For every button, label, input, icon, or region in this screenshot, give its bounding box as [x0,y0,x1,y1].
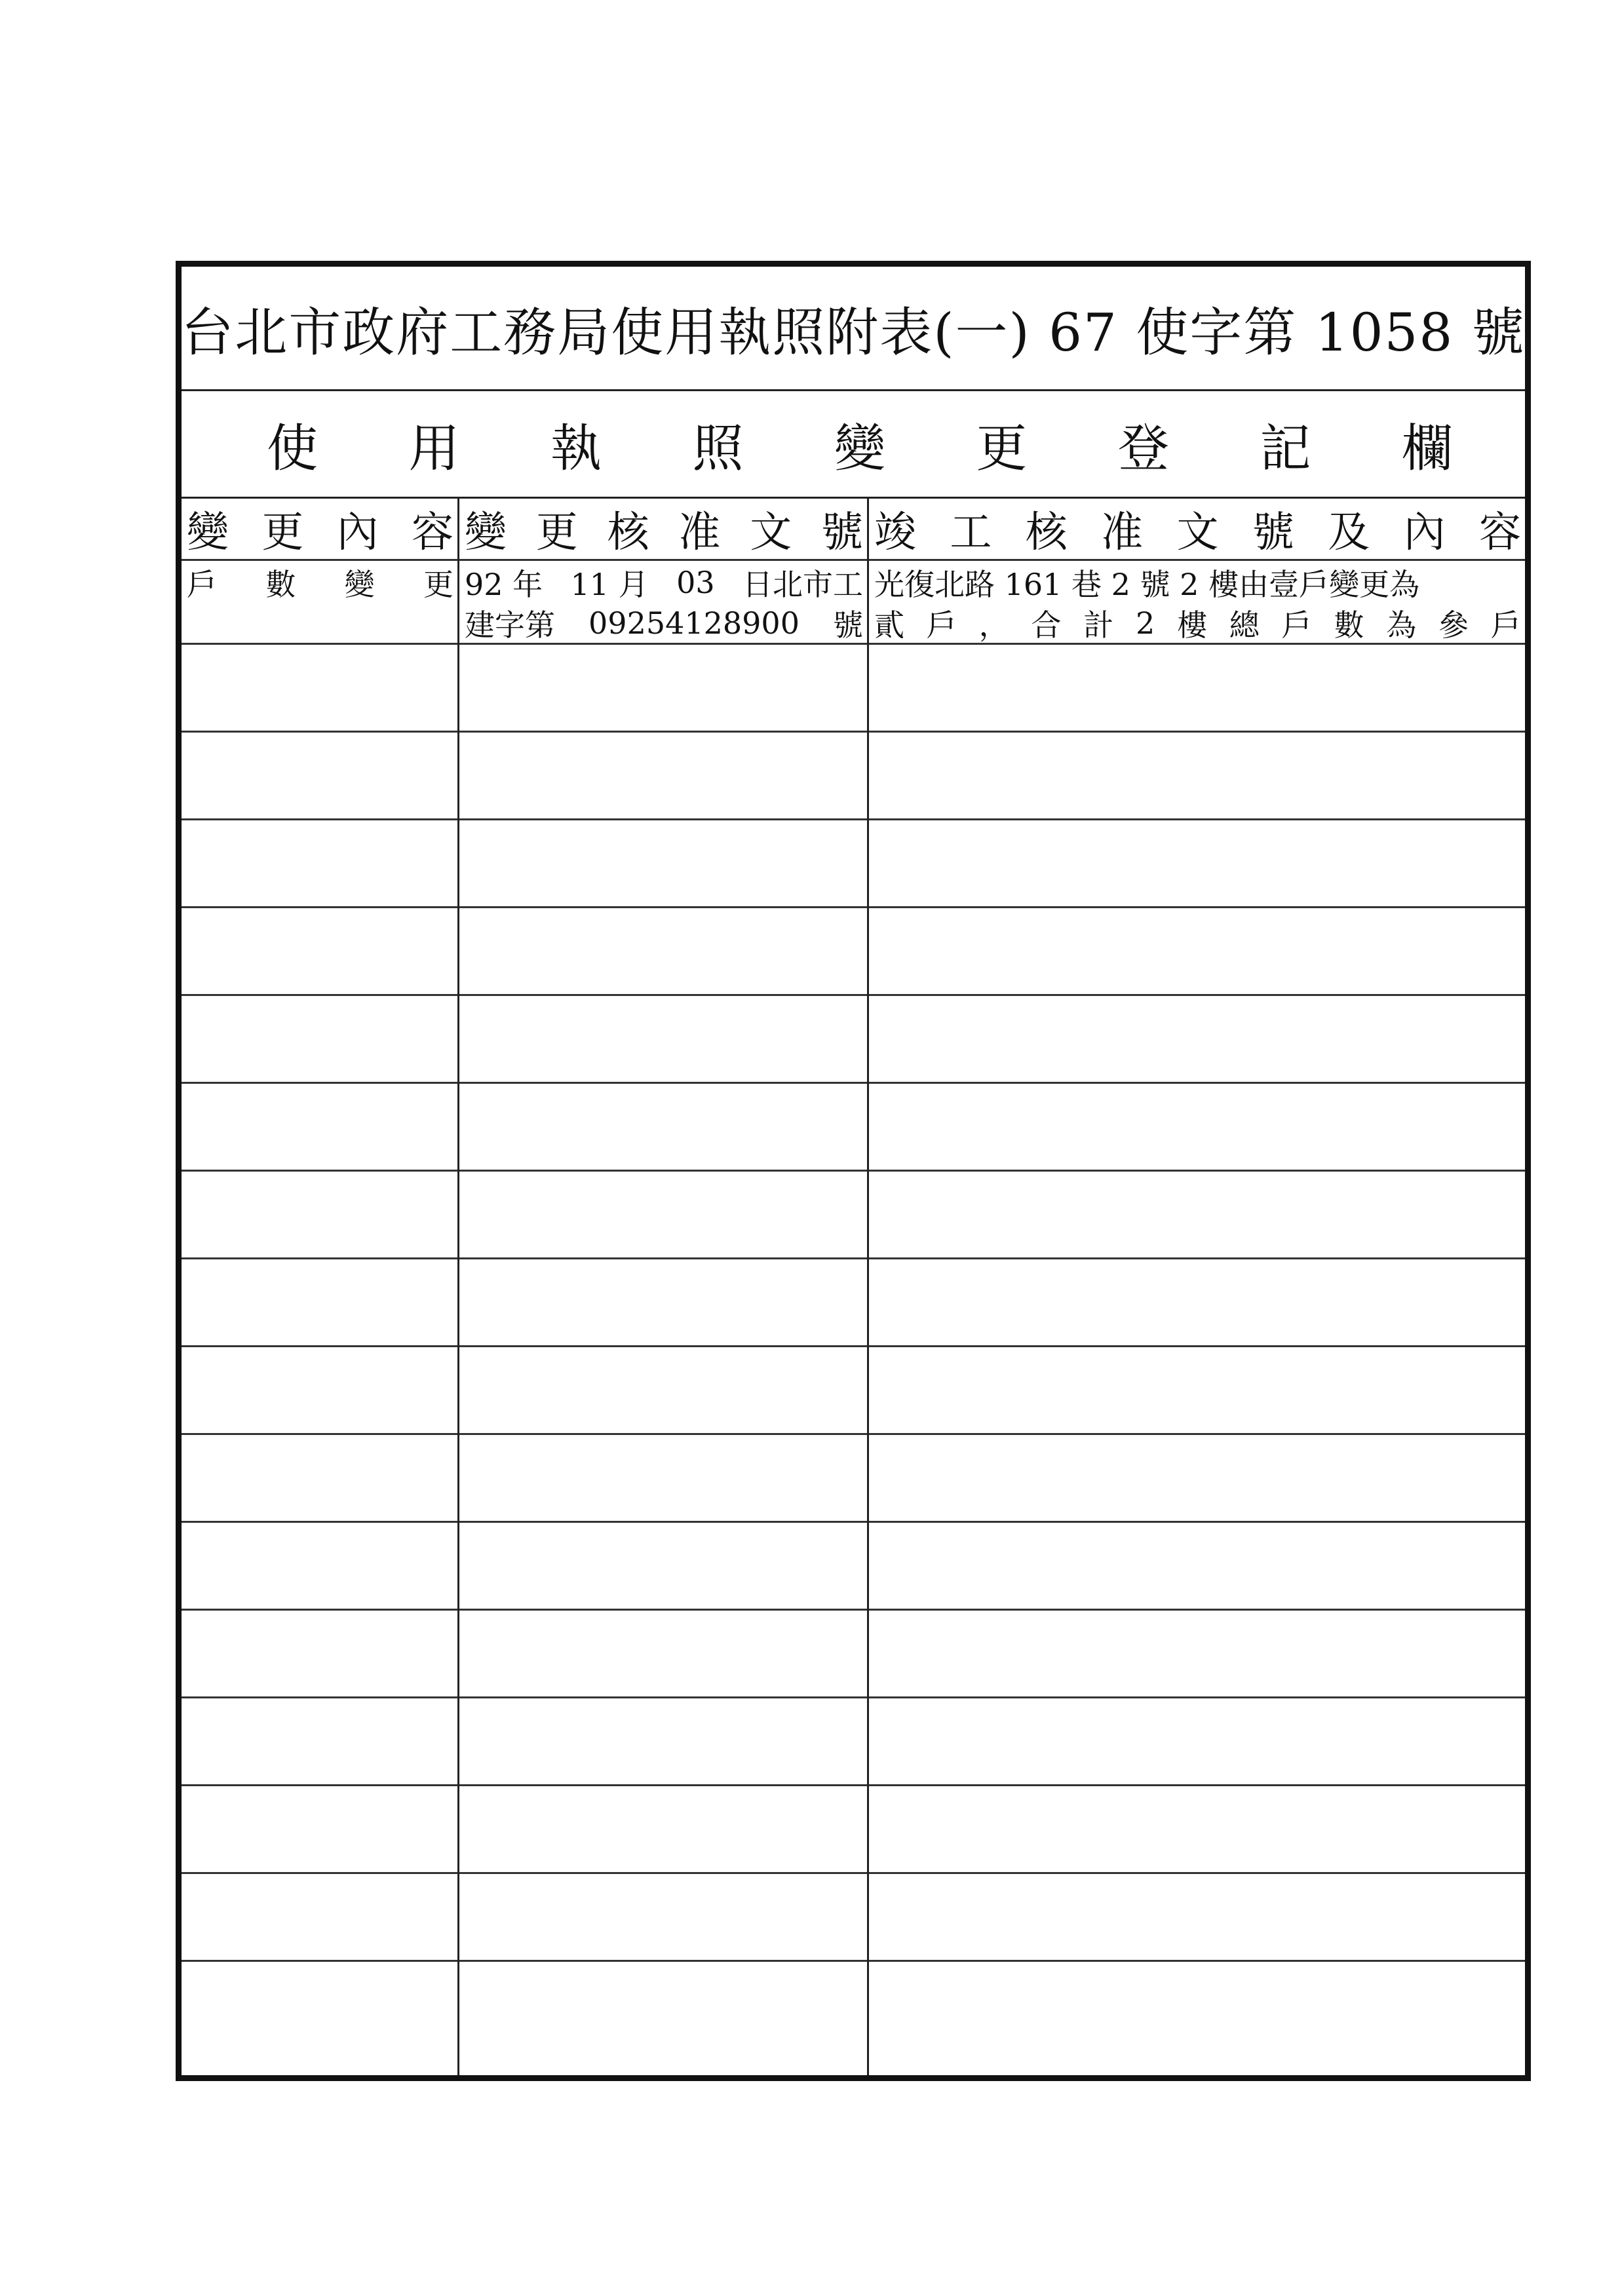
text-char: 合 [1031,607,1062,643]
cell-completion-details [869,1611,1525,1696]
header-char: 文 [1176,508,1219,557]
text-char: 戶 [926,607,957,643]
cell-approval-number [459,1874,867,1960]
header-char: 准 [1101,508,1144,557]
table-row [182,820,1525,908]
cell-change-content [182,1611,457,1696]
text-char: 數 [265,567,296,602]
cell-completion-details [869,996,1525,1082]
table-row [182,1435,1525,1523]
heading-char: 照 [692,419,744,478]
cell-approval-number [459,1962,867,2050]
table-row [182,1347,1525,1435]
table-row [182,733,1525,820]
heading-char: 使 [267,419,318,478]
text-line [869,603,1525,643]
cell-completion-details [869,1084,1525,1170]
table-row [182,1084,1525,1172]
text-char: 計 [1083,607,1114,643]
cell-change-content [182,733,457,818]
text-char: 變 [344,567,375,602]
text-segment: 11 月 [570,567,649,602]
header-approval-number [459,499,867,559]
text-segment: 建字第 [465,607,555,643]
text-char: 戶 [1490,607,1521,643]
header-char: 變 [465,508,507,557]
cell-change-content [182,1698,457,1784]
cell-change-content [182,996,457,1082]
text-char: 貳 [874,607,904,643]
cell-approval-number [459,996,867,1082]
heading-char: 用 [408,419,460,478]
cell-change-content [182,1084,457,1170]
header-char: 更 [261,508,304,557]
text-char: ， [978,607,1009,643]
cell-approval-number [459,1435,867,1521]
table-row [182,1962,1525,2050]
header-char: 容 [1479,508,1521,557]
table-row [182,996,1525,1084]
cell-change-content [182,1874,457,1960]
heading-char: 欄 [1401,419,1453,478]
cell-completion-details [869,908,1525,994]
cell-change-content [182,820,457,906]
cell-completion-details [869,645,1525,731]
header-char: 竣 [874,508,916,557]
table-row [182,908,1525,996]
cell-change-content [182,908,457,994]
table-row [182,1786,1525,1874]
text-segment: 光復北路 161 巷 2 號 2 樓由壹戶變更為 [874,567,1420,602]
cell-approval-number [459,1786,867,1872]
text-line [459,562,867,603]
text-segment: 號 [833,607,863,643]
cell-approval-number [459,1611,867,1696]
registration-table [182,499,1525,2075]
header-change-content [182,499,457,559]
heading-char: 登 [1117,419,1169,478]
cell-completion-details [869,561,1525,643]
header-char: 內 [336,508,379,557]
table-row [182,1523,1525,1611]
header-char: 號 [820,508,863,557]
cell-completion-details [869,1259,1525,1345]
header-char: 容 [411,508,453,557]
cell-approval-number [459,1172,867,1257]
cell-completion-details [869,733,1525,818]
header-char: 及 [1328,508,1370,557]
cell-approval-number [459,733,867,818]
text-char: 2 [1135,605,1155,641]
header-char: 更 [535,508,578,557]
cell-completion-details [869,1786,1525,1872]
cell-change-content [182,645,457,731]
cell-change-content [182,1786,457,1872]
cell-approval-number [459,820,867,906]
cell-completion-details [869,1172,1525,1257]
header-completion-details [869,499,1525,559]
header-char: 准 [678,508,721,557]
text-char: 戶 [187,567,217,602]
text-segment: 09254128900 [588,605,800,641]
table-row [182,1172,1525,1259]
section-heading [182,391,1525,499]
cell-approval-number [459,1347,867,1433]
cell-change-content [182,1172,457,1257]
cell-approval-number [459,561,867,643]
cell-change-content [182,1962,457,2050]
form-title [182,267,1525,391]
cell-change-content [182,1435,457,1521]
table-row [182,1698,1525,1786]
text-line [869,562,1525,603]
cell-change-content [182,1259,457,1345]
text-char: 為 [1386,607,1417,643]
header-char: 核 [607,508,649,557]
heading-char: 記 [1260,419,1311,478]
text-char: 戶 [1281,607,1312,643]
cell-approval-number [459,1698,867,1784]
table-row [182,561,1525,645]
text-char: 更 [423,567,453,602]
text-line [182,562,457,603]
header-char: 內 [1403,508,1446,557]
table-row [182,645,1525,733]
text-char: 數 [1334,607,1364,643]
cell-approval-number [459,908,867,994]
heading-char: 更 [976,419,1028,478]
cell-change-content [182,1523,457,1609]
cell-approval-number [459,1084,867,1170]
cell-completion-details [869,1962,1525,2050]
cell-completion-details [869,1347,1525,1433]
text-char: 總 [1229,607,1260,643]
usage-permit-form [176,261,1531,2081]
text-line [459,603,867,643]
cell-approval-number [459,1259,867,1345]
cell-completion-details [869,1435,1525,1521]
text-segment: 03 [676,565,715,600]
text-char: 參 [1438,607,1469,643]
cell-completion-details [869,820,1525,906]
header-char: 文 [750,508,792,557]
cell-completion-details [869,1523,1525,1609]
text-char: 樓 [1177,607,1208,643]
cell-completion-details [869,1874,1525,1960]
header-char: 號 [1252,508,1294,557]
header-char: 工 [950,508,992,557]
heading-char: 執 [550,419,602,478]
header-char: 變 [187,508,229,557]
cell-change-content [182,561,457,643]
cell-completion-details [869,1698,1525,1784]
form-title-text: 台北市政府工務局使用執照附表(一) 67 使字第 1058 號 [181,302,1526,363]
table-row [182,1611,1525,1698]
column-divider [867,499,869,2075]
cell-approval-number [459,645,867,731]
cell-change-content [182,1347,457,1433]
header-char: 核 [1025,508,1068,557]
table-row [182,1874,1525,1962]
table-row [182,1259,1525,1347]
heading-char: 變 [834,419,885,478]
column-divider [457,499,459,2075]
table-header-row [182,499,1525,561]
text-segment: 92 年 [465,567,543,602]
cell-approval-number [459,1523,867,1609]
text-segment: 日北市工 [742,567,863,602]
